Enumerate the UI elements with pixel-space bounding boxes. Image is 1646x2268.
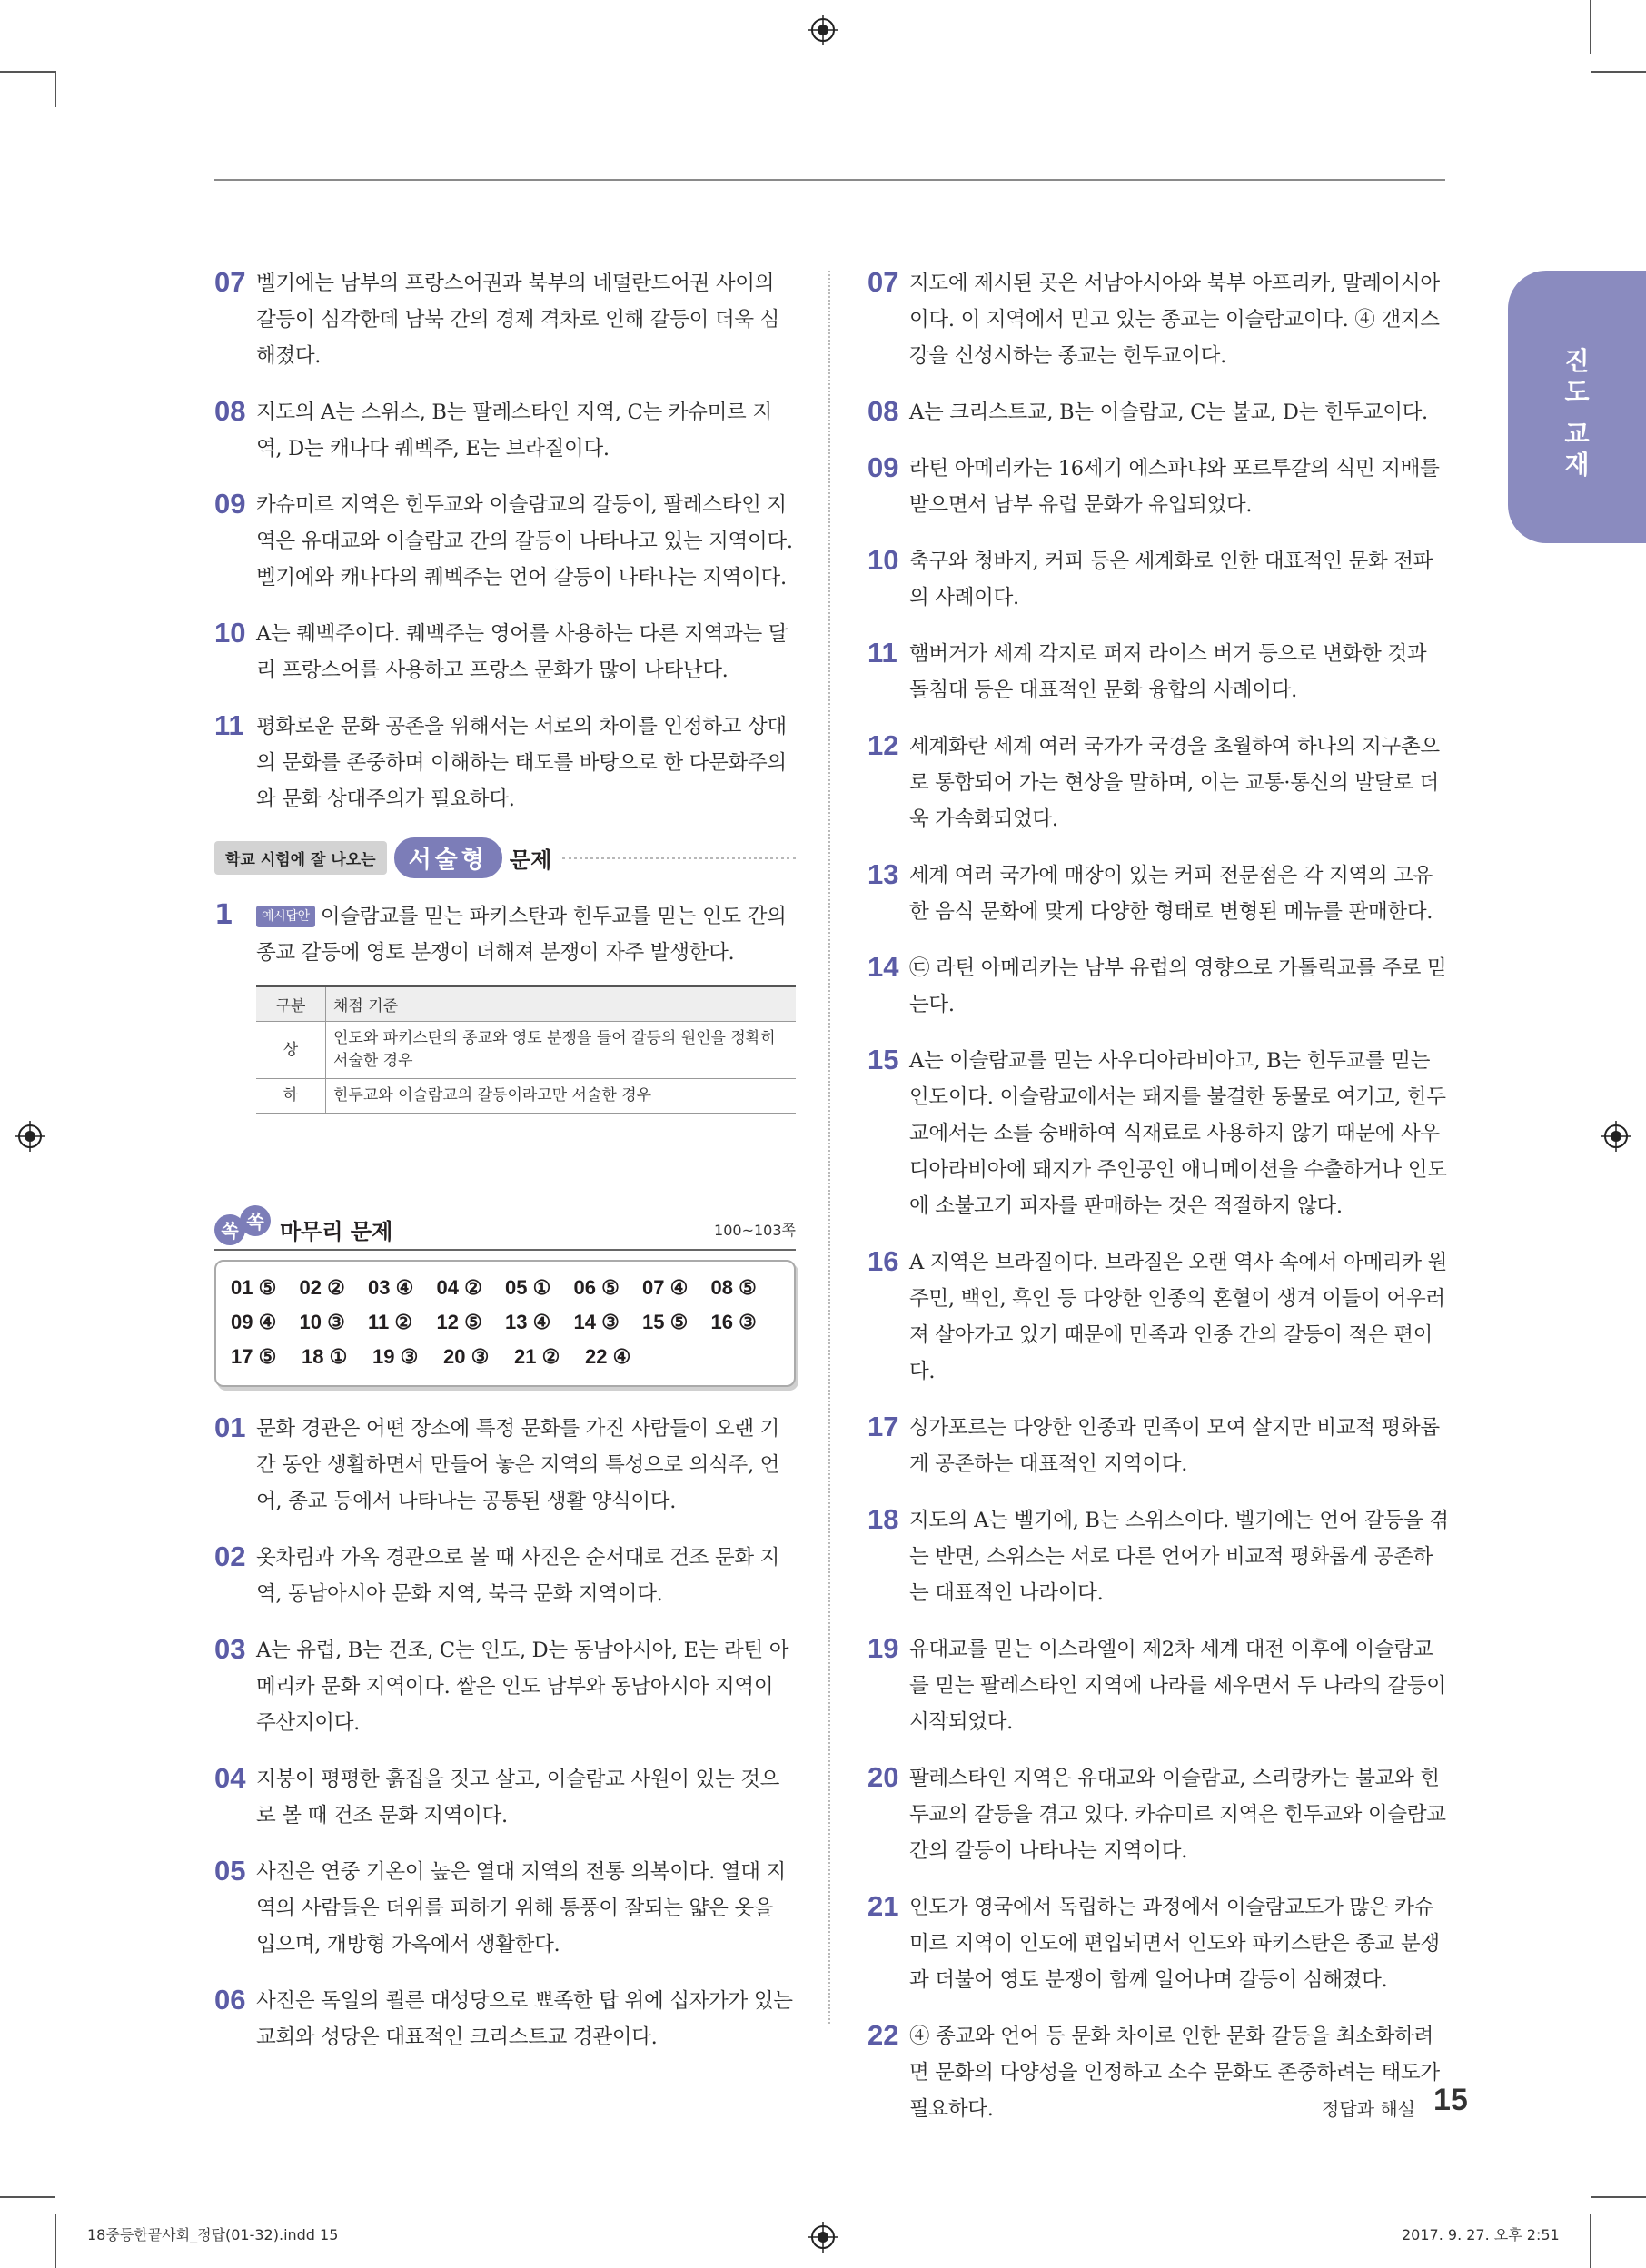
- review-icon-char: 쏙: [240, 1205, 271, 1236]
- answer-key: 19 ③: [372, 1345, 419, 1368]
- answer-item: [868, 636, 1449, 708]
- print-slug-date: 2017. 9. 27. 오후 2:51: [1402, 2226, 1560, 2243]
- item-number: 07: [868, 266, 899, 298]
- item-text: 벨기에는 남부의 프랑스어권과 북부의 네덜란드어권 사이의 갈등이 심각한데 남북 간의 경제 격차로 인해 갈등이 더욱 심해졌다.: [256, 272, 780, 368]
- answer-item: [868, 950, 1449, 1023]
- item-number: 13: [868, 858, 899, 890]
- item-text: 인도가 영국에서 독립하는 과정에서 이슬람교도가 많은 카슈미르 지역이 인도에 편입되면서 인도와 파키스탄은 종교 분쟁과 더불어 영토 분쟁이 함께 일어나며 갈등이 심해졌다.: [909, 1896, 1440, 1992]
- registration-mark-icon: [15, 1121, 45, 1152]
- item-text: 옷차림과 가옥 경관으로 볼 때 사진은 순서대로 건조 문화 지역, 동남아시아 문화 지역, 북극 문화 지역이다.: [256, 1546, 780, 1606]
- answer-key: 04 ②: [436, 1276, 482, 1299]
- answer-key: 17 ⑤: [231, 1345, 277, 1368]
- item-number: 07: [214, 266, 246, 298]
- essay-section-header: [214, 837, 796, 878]
- item-text: 문화 경관은 어떤 장소에 특정 문화를 가진 사람들이 오랜 기간 동안 생활하면서 만들어 놓은 지역의 특성으로 의식주, 언어, 종교 등에서 나타나는 공통된 생활 양식이다.: [256, 1417, 780, 1513]
- item-text: A는 퀘벡주이다. 퀘벡주는 영어를 사용하는 다른 지역과는 달리 프랑스어를 사용하고 프랑스 문화가 많이 나타난다.: [256, 622, 788, 682]
- answer-item: [868, 1502, 1449, 1611]
- answer-item: [214, 1983, 796, 2055]
- review-title: 마무리 문제: [280, 1219, 393, 1244]
- header-rule: [214, 179, 1445, 181]
- item-text: 평화로운 문화 공존을 위해서는 서로의 차이를 인정하고 상대의 문화를 존중하며 이해하는 태도를 바탕으로 한 다문화주의와 문화 상대주의가 필요하다.: [256, 715, 787, 811]
- item-text: 지도에 제시된 곳은 서남아시아와 북부 아프리카, 말레이시아이다. 이 지역에서 믿고 있는 종교는 이슬람교이다. ④ 갠지스강을 신성시하는 종교는 힌두교이다.: [909, 272, 1440, 368]
- item-text: 카슈미르 지역은 힌두교와 이슬람교의 갈등이, 팔레스타인 지역은 유대교와 이슬람교 간의 갈등이 나타나고 있는 지역이다. 벨기에와 캐나다의 퀘벡주는 언어 갈등이 나타나는 지역이다.: [256, 493, 793, 589]
- item-text: A 지역은 브라질이다. 브라질은 오랜 역사 속에서 아메리카 원주민, 백인, 흑인 등 다양한 인종의 혼혈이 생겨 이들이 어우러져 살아가고 있기 때문에 민족과 인종 간의 갈등이 적은 편이다.: [909, 1251, 1448, 1383]
- answer-item: [214, 1854, 796, 1963]
- answer-key: 07 ④: [642, 1276, 689, 1299]
- answer-item: [868, 394, 1449, 431]
- side-tab-char: 진: [1564, 346, 1590, 376]
- left-column: [214, 265, 796, 2075]
- item-text: 사진은 독일의 쾰른 대성당으로 뾰족한 탑 위에 십자가가 있는 교회와 성당은 대표적인 크리스트교 경관이다.: [256, 1989, 793, 2049]
- item-number: 05: [214, 1855, 246, 1887]
- print-slug-file: 18중등한끝사회_정답(01-32).indd 15: [87, 2226, 339, 2243]
- crop-mark: [0, 71, 55, 73]
- grading-criteria-table: [256, 985, 796, 1114]
- table-cell-grade: 하: [256, 1079, 326, 1114]
- answer-key-row: [231, 1271, 779, 1305]
- answer-item: [214, 708, 796, 817]
- crop-mark: [0, 2196, 55, 2198]
- answer-item: [214, 1761, 796, 1834]
- answer-key: 01 ⑤: [231, 1276, 277, 1299]
- item-text: 햄버거가 세계 각지로 퍼져 라이스 버거 등으로 변화한 것과 돌침대 등은 대표적인 문화 융합의 사례이다.: [909, 642, 1427, 702]
- item-text: 팔레스타인 지역은 유대교와 이슬람교, 스리랑카는 불교와 힌두교의 갈등을 겪고 있다. 카슈미르 지역은 힌두교와 이슬람교 간의 갈등이 나타나는 지역이다.: [909, 1767, 1446, 1863]
- item-number: 21: [868, 1890, 899, 1922]
- answer-key: 16 ③: [710, 1311, 757, 1333]
- sample-answer-badge: 예시답안: [256, 906, 315, 927]
- item-number: 10: [868, 544, 899, 576]
- item-number: 11: [868, 637, 897, 669]
- table-row: [256, 1079, 796, 1114]
- table-header: 구분: [256, 986, 326, 1022]
- item-number: 09: [868, 451, 899, 483]
- item-text: 축구와 청바지, 커피 등은 세계화로 인한 대표적인 문화 전파의 사례이다.: [909, 550, 1433, 609]
- review-icon-char: 쏙: [214, 1214, 245, 1245]
- item-number: 09: [214, 488, 246, 520]
- side-tab-char: 재: [1564, 450, 1590, 480]
- answer-item: [214, 616, 796, 688]
- item-text: A는 유럽, B는 건조, C는 인도, D는 동남아시아, E는 라틴 아메리카 문화 지역이다. 쌀은 인도 남부와 동남아시아 지역이 주산지이다.: [256, 1639, 789, 1735]
- answer-key: 12 ⑤: [436, 1311, 482, 1333]
- answer-key: 10 ③: [299, 1311, 345, 1333]
- table-cell-criterion: 힌두교와 이슬람교의 갈등이라고만 서술한 경우: [326, 1079, 797, 1114]
- answer-item: [868, 543, 1449, 616]
- item-number: 08: [214, 395, 246, 427]
- item-number: 08: [868, 395, 899, 427]
- answer-key-row: [231, 1305, 779, 1340]
- review-section-header: [214, 1213, 796, 1251]
- answer-item: [214, 1540, 796, 1612]
- item-number: 12: [868, 729, 899, 761]
- item-text: 싱가포르는 다양한 인종과 민족이 모여 살지만 비교적 평화롭게 공존하는 대표적인 지역이다.: [909, 1416, 1440, 1476]
- item-number: 03: [214, 1633, 246, 1665]
- essay-section-word: 문제: [509, 847, 552, 873]
- answer-item: [214, 487, 796, 596]
- essay-answer-text: 이슬람교를 믿는 파키스탄과 힌두교를 믿는 인도 간의 종교 갈등에 영토 분쟁이 더해져 분쟁이 자주 발생한다.: [256, 905, 787, 965]
- item-text: 라틴 아메리카는 16세기 에스파냐와 포르투갈의 식민 지배를 받으면서 남부 유럽 문화가 유입되었다.: [909, 457, 1440, 517]
- answer-item: [868, 857, 1449, 930]
- dotted-rule: [562, 857, 796, 859]
- item-text: A는 이슬람교를 믿는 사우디아라비아고, B는 힌두교를 믿는 인도이다. 이슬람교에서는 돼지를 불결한 동물로 여기고, 힌두교에서는 소를 숭배하여 식재료로 사용하지 않기 때문에 사우디아라비아에 돼지가 주인공인 애니메이션을 수출하거나 인도에 소불고기 피자를 판매하는 것은 적절하지 않다.: [909, 1049, 1447, 1218]
- answer-item: [214, 1411, 796, 1520]
- registration-mark-icon: [808, 2222, 838, 2253]
- answer-item: [868, 1631, 1449, 1740]
- item-number: 20: [868, 1761, 899, 1793]
- answer-key: 21 ②: [514, 1345, 560, 1368]
- item-text: 세계 여러 국가에 매장이 있는 커피 전문점은 각 지역의 고유한 음식 문화에 맞게 다양한 형태로 변형된 메뉴를 판매한다.: [909, 864, 1433, 924]
- answer-key: 06 ⑤: [573, 1276, 620, 1299]
- item-text: 사진은 연중 기온이 높은 열대 지역의 전통 의복이다. 열대 지역의 사람들은 더위를 피하기 위해 통풍이 잘되는 얇은 옷을 입으며, 개방형 가옥에서 생활한다.: [256, 1860, 786, 1956]
- crop-mark: [1591, 2196, 1646, 2198]
- answer-item: [214, 265, 796, 374]
- item-number: 17: [868, 1411, 899, 1442]
- item-text: A는 크리스트교, B는 이슬람교, C는 불교, D는 힌두교이다.: [909, 401, 1428, 424]
- footer-label: 정답과 해설: [1322, 2098, 1415, 2120]
- crop-mark: [1590, 0, 1591, 54]
- item-number: 18: [868, 1503, 899, 1535]
- table-header-row: [256, 986, 796, 1022]
- essay-number: 1: [214, 899, 233, 931]
- answer-key: 08 ⑤: [710, 1276, 757, 1299]
- table-header: 채점 기준: [326, 986, 797, 1022]
- item-text: 지도의 A는 스위스, B는 팔레스타인 지역, C는 카슈미르 지역, D는 캐나다 퀘벡주, E는 브라질이다.: [256, 401, 772, 461]
- answer-key: 02 ②: [299, 1276, 345, 1299]
- table-cell-criterion: 인도와 파키스탄의 종교와 영토 분쟁을 들어 갈등의 원인을 정확히 서술한 경우: [326, 1022, 797, 1079]
- answer-key-box: [214, 1260, 796, 1387]
- review-pages: 100~103쪽: [714, 1222, 796, 1239]
- answer-key: 15 ⑤: [642, 1311, 689, 1333]
- item-number: 19: [868, 1632, 899, 1664]
- table-row: [256, 1022, 796, 1079]
- answer-item: [868, 1043, 1449, 1224]
- item-text: 지붕이 평평한 흙집을 짓고 살고, 이슬람교 사원이 있는 것으로 볼 때 건조 문화 지역이다.: [256, 1768, 780, 1827]
- essay-item: [214, 898, 796, 971]
- answer-key: 09 ④: [231, 1311, 277, 1333]
- right-column: [868, 265, 1449, 2147]
- item-number: 04: [214, 1762, 246, 1794]
- answer-item: [868, 1889, 1449, 1998]
- side-tab-char: 도: [1564, 377, 1590, 407]
- answer-key: 03 ④: [368, 1276, 414, 1299]
- item-text: 세계화란 세계 여러 국가가 국경을 초월하여 하나의 지구촌으로 통합되어 가는 현상을 말하며, 이는 교통·통신의 발달로 더욱 가속화되었다.: [909, 735, 1440, 831]
- answer-item: [868, 451, 1449, 523]
- crop-mark: [55, 2214, 56, 2268]
- answer-key: 14 ③: [573, 1311, 620, 1333]
- item-text: 유대교를 믿는 이스라엘이 제2차 세계 대전 이후에 이슬람교를 믿는 팔레스타인 지역에 나라를 세우면서 두 나라의 갈등이 시작되었다.: [909, 1638, 1446, 1734]
- review-icon: [214, 1211, 265, 1245]
- answer-item: [868, 1760, 1449, 1869]
- answer-item: [868, 1410, 1449, 1482]
- essay-section-label: 학교 시험에 잘 나오는: [214, 841, 387, 875]
- item-number: 15: [868, 1044, 899, 1075]
- side-tab-char: 교: [1564, 419, 1590, 449]
- crop-mark: [55, 71, 56, 107]
- registration-mark-icon: [808, 15, 838, 45]
- answer-item: [868, 1244, 1449, 1390]
- essay-section-bubble: 서술형: [394, 837, 502, 878]
- answer-key-row: [231, 1340, 779, 1374]
- item-text: ④ 종교와 언어 등 문화 차이로 인한 문화 갈등을 최소화하려면 문화의 다양성을 인정하고 소수 문화도 존중하려는 태도가 필요하다.: [909, 2025, 1440, 2121]
- answer-item: [868, 728, 1449, 837]
- item-number: 16: [868, 1245, 899, 1277]
- table-cell-grade: 상: [256, 1022, 326, 1079]
- item-number: 14: [868, 951, 899, 983]
- item-number: 02: [214, 1540, 246, 1572]
- answer-key: 13 ④: [505, 1311, 551, 1333]
- page-number: 15: [1433, 2083, 1468, 2117]
- item-text: ㉢ 라틴 아메리카는 남부 유럽의 영향으로 가톨릭교를 주로 믿는다.: [909, 956, 1447, 1016]
- item-text: 지도의 A는 벨기에, B는 스위스이다. 벨기에는 언어 갈등을 겪는 반면, 스위스는 서로 다른 언어가 비교적 평화롭게 공존하는 대표적인 나라이다.: [909, 1509, 1449, 1605]
- essay-answer: [256, 898, 796, 971]
- item-number: 01: [214, 1411, 246, 1443]
- answer-item: [214, 394, 796, 467]
- crop-mark: [1591, 71, 1646, 73]
- answer-key: 11 ②: [368, 1311, 413, 1333]
- item-number: 11: [214, 709, 244, 741]
- column-divider: [828, 271, 830, 2024]
- answer-item: [868, 265, 1449, 374]
- item-number: 22: [868, 2019, 899, 2051]
- answer-key: 20 ③: [443, 1345, 490, 1368]
- registration-mark-icon: [1601, 1121, 1631, 1152]
- item-number: 06: [214, 1984, 246, 2015]
- answer-key: 22 ④: [585, 1345, 631, 1368]
- answer-key: 05 ①: [505, 1276, 551, 1299]
- answer-item: [214, 1632, 796, 1741]
- side-tab: [1508, 271, 1646, 543]
- crop-mark: [1590, 2214, 1591, 2268]
- answer-key: 18 ①: [302, 1345, 348, 1368]
- item-number: 10: [214, 617, 246, 649]
